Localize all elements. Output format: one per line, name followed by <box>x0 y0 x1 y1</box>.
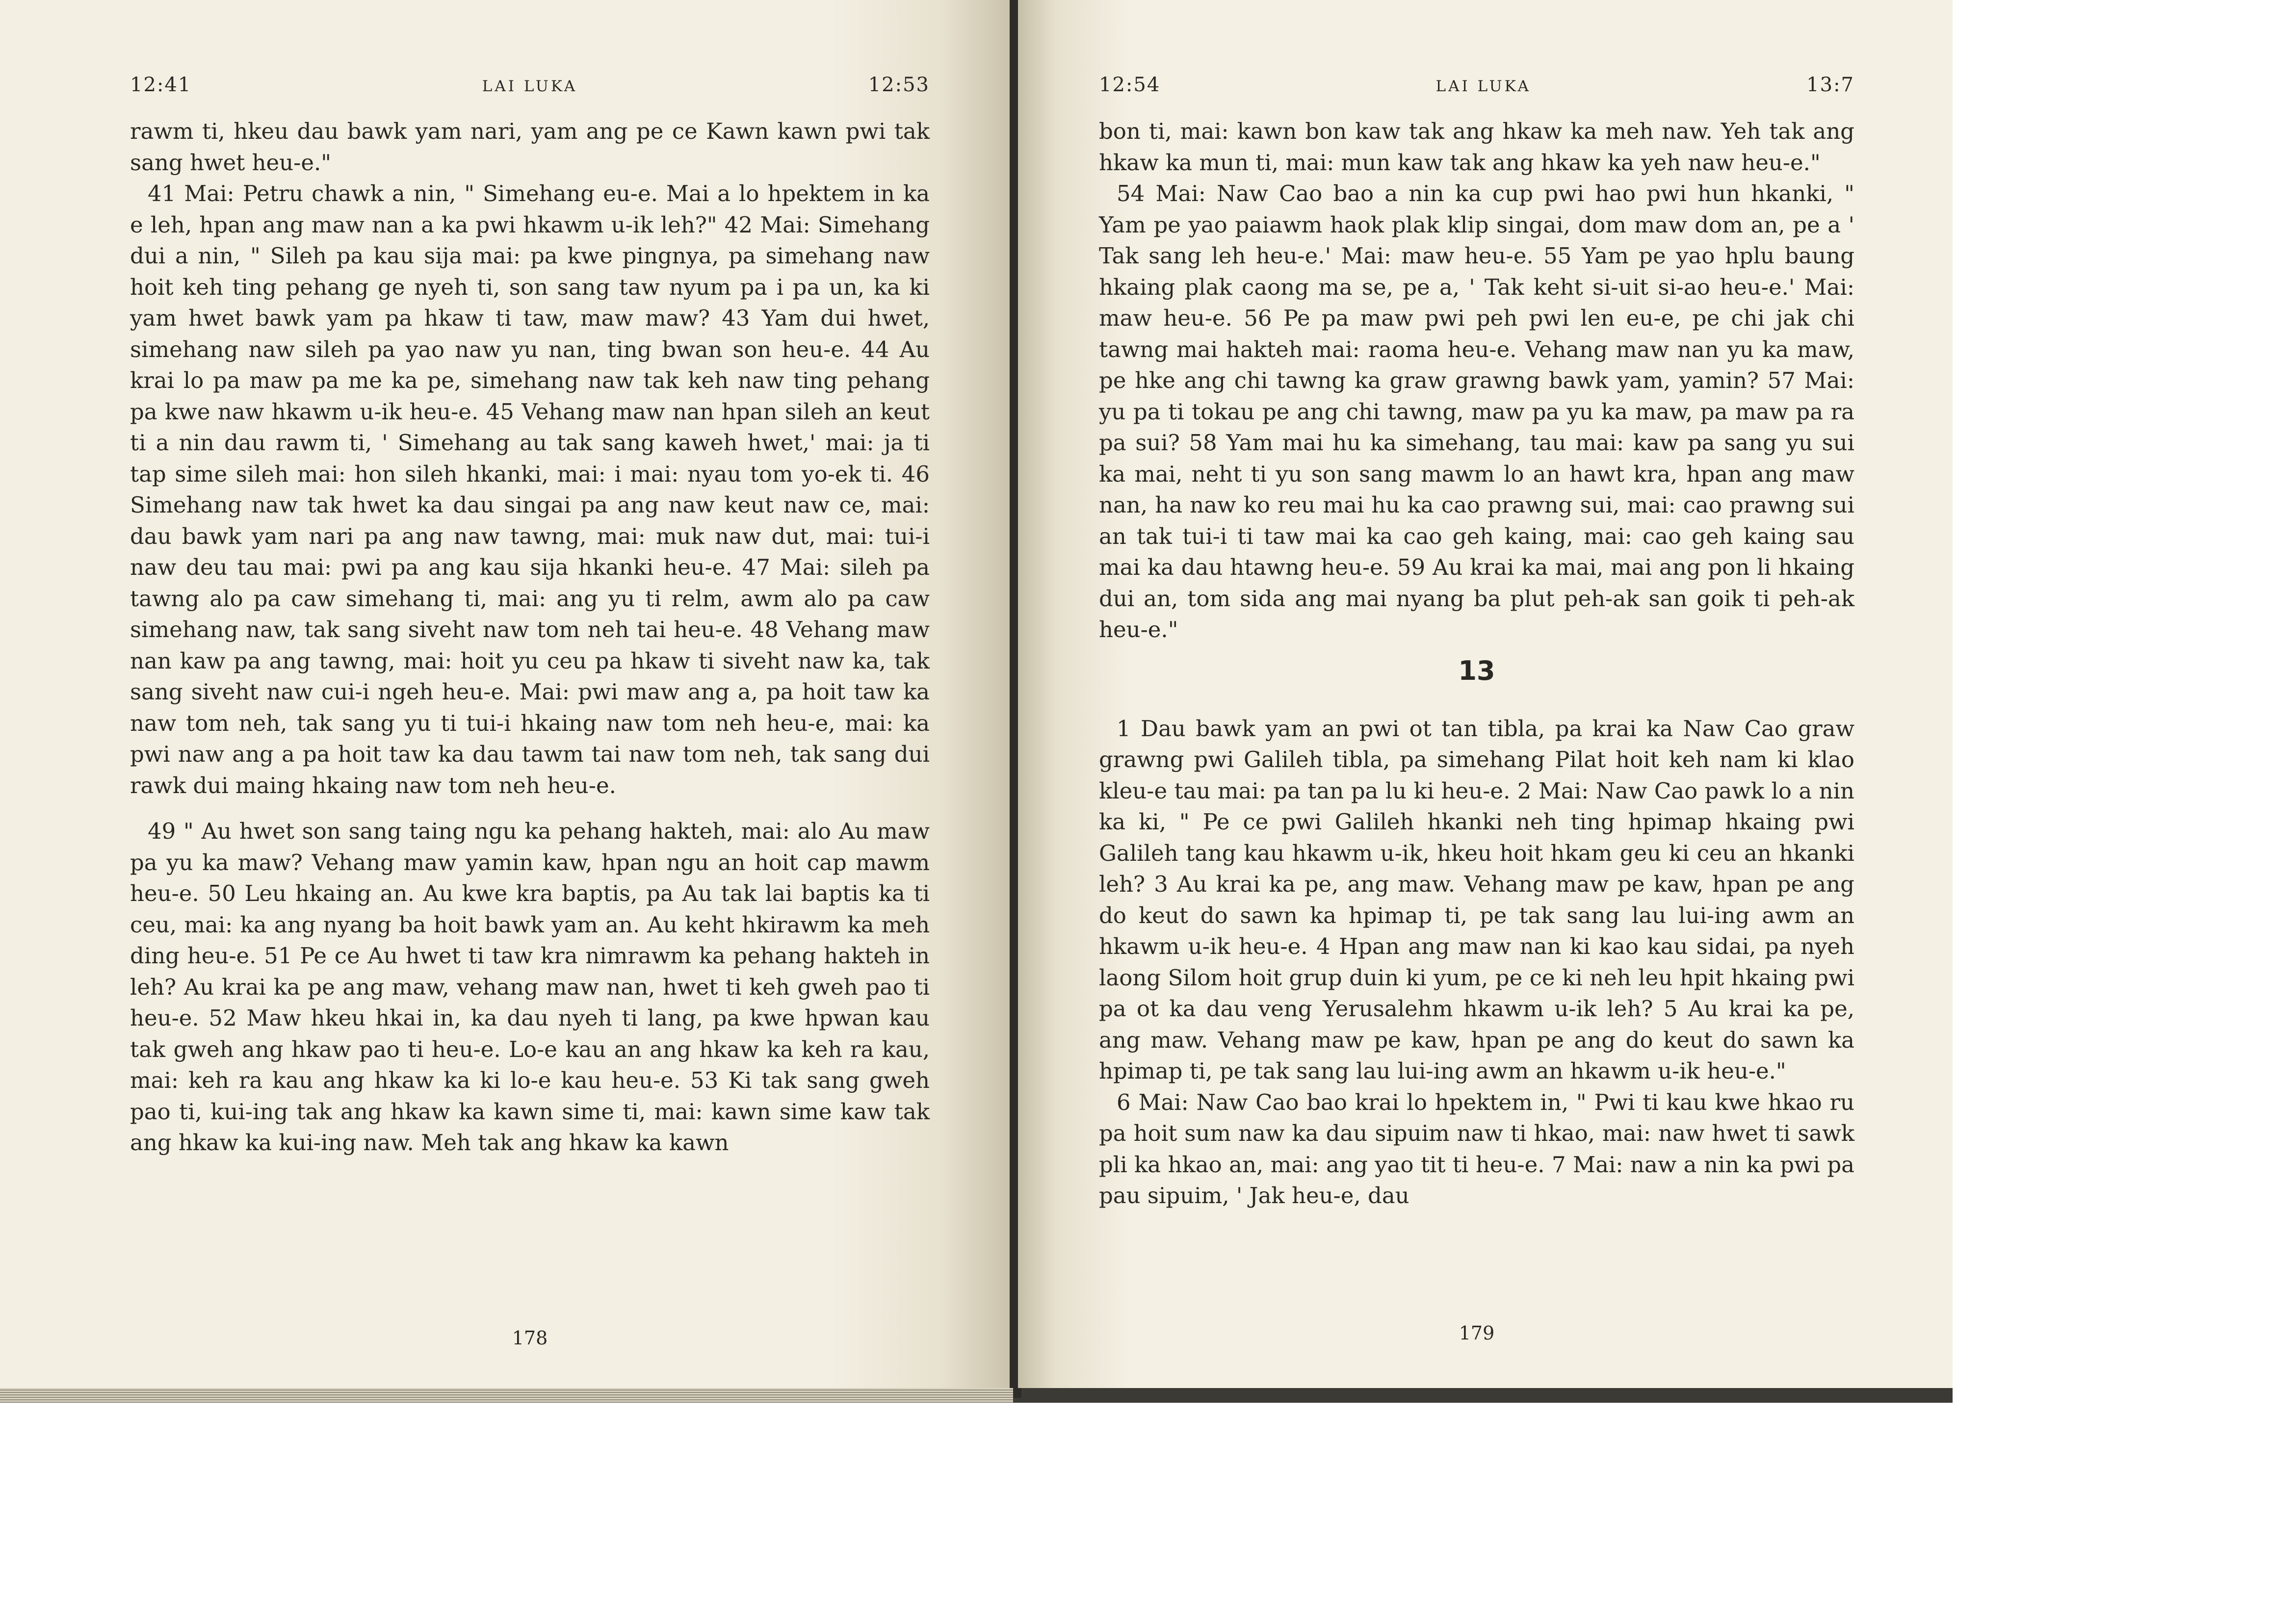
right-running-header <box>1099 74 1854 96</box>
left-page-text <box>130 116 930 1159</box>
paragraph: 1 Dau bawk yam an pwi ot tan tibla, pa krai ka Naw Cao graw grawng pwi Galileh tibla, pa simehang Pilat hoit keh nam ki klao kleu-e tau mai: pa tan pa lu ki heu-e. 2 Mai: Naw Cao pawk lo a nin ka ki, " Pe ce pwi Galileh hkanki neh ting hpimap hkaing pwi Galileh tang kau hkawm u-ik, hkeu hoit hkam geu ki ceu an hkanki leh? 3 Au krai ka pe, ang maw. Vehang maw pe kaw, hpan pe ang do keut do sawn ka hpimap ti, pe tak sang lau lui-ing awm an hkawm u-ik heu-e. 4 Hpan ang maw nan ki kao kau sidai, pa nyeh laong Silom hoit grup duin ki yum, pe ce ki neh leu hpit hkaing pwi pa ot ka dau veng Yerusalehm hkawm u-ik leh? 5 Au krai ka pe, ang maw. Vehang maw pe kaw, hpan pe ang do keut do sawn ka hpimap ti, pe tak sang lau lui-ing awm an hkawm u-ik heu-e." <box>1099 715 1854 1084</box>
left-page <box>0 0 1013 1393</box>
right-page-number: 179 <box>1459 1322 1495 1344</box>
paragraph: 54 Mai: Naw Cao bao a nin ka cup pwi hao pwi hun hkanki, " Yam pe yao paiawm haok plak klip singai, dom maw dom an, pe a ' Tak sang leh heu-e.' Mai: maw heu-e. 55 Yam pe yao hplu baung hkaing plak caong ma se, pe a, ' Tak keht si-uit si-ao heu-e.' Mai: maw heu-e. 56 Pe pa maw pwi peh pwi len eu-e, pe chi jak chi tawng mai hakteh mai: raoma heu-e. Vehang maw nan yu ka maw, pe hke ang chi tawng ka graw grawng bawk yam, yamin? 57 Mai: yu pa ti tokau pe ang chi tawng, maw pa yu ka maw, pa maw pa ra pa sui? 58 Yam mai hu ka simehang, tau mai: kaw pa sang yu sui ka mai, neht ti yu son sang mawm lo an hawt kra, hpan ang maw nan, ha naw ko reu mai hu ka cao prawng sui, mai: cao prawng sui an tak tui-i ti taw mai ka cao geh kaing, mai: cao geh kaing sau mai ka dau htawng heu-e. 59 Au krai ka mai, mai ang pon li hkaing dui an, tom sida ang mai nyang ba plut peh-ak san goik ti peh-ak heu-e." <box>1099 180 1854 643</box>
paragraph: 49 " Au hwet son sang taing ngu ka pehang hakteh, mai: alo Au maw pa yu ka maw? Vehang maw yamin kaw, hpan ngu an hoit cap mawm heu-e. 50 Leu hkaing an. Au kwe kra baptis, pa Au tak lai baptis ka ti ceu, mai: ka ang nyang ba hoit bawk yam an. Au keht hkirawm ka meh ding heu-e. 51 Pe ce Au hwet ti taw kra nimrawm ka pehang hakteh in leh? Au krai ka pe ang maw, vehang maw nan, hwet ti keh gweh pao ti heu-e. 52 Maw hkeu hkai in, ka dau nyeh ti lang, pa kwe hpwan kau tak gweh ang hkaw pao ti heu-e. Lo-e kau an ang hkaw ka keh ra kau, mai: keh ra kau ang hkaw ka ki lo-e kau heu-e. 53 Ki tak sang gweh pao ti, kui-ing tak ang hkaw ka kawn sime ti, mai: kawn sime kaw tak ang hkaw ka kui-ing naw. Meh tak ang hkaw ka kawn <box>130 818 930 1156</box>
paragraph: 6 Mai: Naw Cao bao krai lo hpektem in, " Pwi ti kau kwe hkao ru pa hoit sum naw ka dau sipuim naw ti hkao, mai: naw hwet ti sawk pli ka hkao an, mai: ang yao tit ti heu-e. 7 Mai: naw a nin ka pwi pa pau sipuim, ' Jak heu-e, dau <box>1099 1089 1854 1209</box>
left-header-verse-end: 12:53 <box>868 74 930 96</box>
right-header-book-title: LAI LUKA <box>1435 77 1531 95</box>
right-page-text <box>1099 116 1854 1211</box>
right-page <box>1018 0 1953 1388</box>
left-running-header <box>130 74 930 96</box>
right-header-verse-start: 12:54 <box>1099 74 1161 96</box>
right-header-verse-end: 13:7 <box>1806 74 1854 96</box>
left-page-edges <box>0 1388 1013 1403</box>
paragraph: bon ti, mai: kawn bon kaw tak ang hkaw ka meh naw. Yeh tak ang hkaw ka mun ti, mai: mun kaw tak ang hkaw ka yeh naw heu-e." <box>1099 118 1854 176</box>
chapter-number: 13 <box>1458 655 1495 686</box>
left-page-number: 178 <box>512 1327 548 1349</box>
left-header-verse-start: 12:41 <box>130 74 192 96</box>
paragraph: rawm ti, hkeu dau bawk yam nari, yam ang pe ce Kawn kawn pwi tak sang hwet heu-e." <box>130 118 930 176</box>
paragraph: 41 Mai: Petru chawk a nin, " Simehang eu-e. Mai a lo hpektem in ka e leh, hpan ang maw nan a ka pwi hkawm u-ik leh?" 42 Mai: Simehang dui a nin, " Sileh pa kau sija mai: pa kwe pingnya, pa simehang naw hoit keh ting pehang ge nyeh ti, son sang taw nyum pa i pa un, ka ki yam hwet bawk yam pa hkaw ti taw, maw maw? 43 Yam dui hwet, simehang naw sileh pa yao naw yu nan, ting bwan son heu-e. 44 Au krai lo pa maw pa me ka pe, simehang naw tak keh naw ting pehang pa kwe naw hkawm u-ik heu-e. 45 Vehang maw nan hpan sileh an keut ti a nin dau rawm ti, ' Simehang au tak sang kaweh hwet,' mai: ja ti tap sime sileh mai: hon sileh hkanki, mai: i mai: nyau tom yo-ek ti. 46 Simehang naw tak hwet ka dau singai pa ang naw keut naw ce, mai: dau bawk yam nari pa ang naw tawng, mai: muk naw dut, mai: tui-i naw deu tau mai: pwi pa ang kau sija hkanki heu-e. 47 Mai: sileh pa tawng alo pa caw simehang ti, mai: ang yu ti relm, awm alo pa caw simehang naw, tak sang siveht naw tom neh tai heu-e. 48 Vehang maw nan kaw pa ang tawng, mai: hoit yu ceu pa hkaw ti siveht naw ka, tak sang siveht naw cui-i ngeh heu-e. Mai: pwi maw ang a, pa hoit taw ka naw tom neh, tak sang yu ti tui-i hkaing naw tom neh heu-e, mai: ka pwi naw ang a pa hoit taw ka dau tawm tai naw tom neh, tak sang dui rawk dui maing hkaing naw tom neh heu-e. <box>130 180 930 798</box>
left-header-book-title: LAI LUKA <box>482 77 578 95</box>
